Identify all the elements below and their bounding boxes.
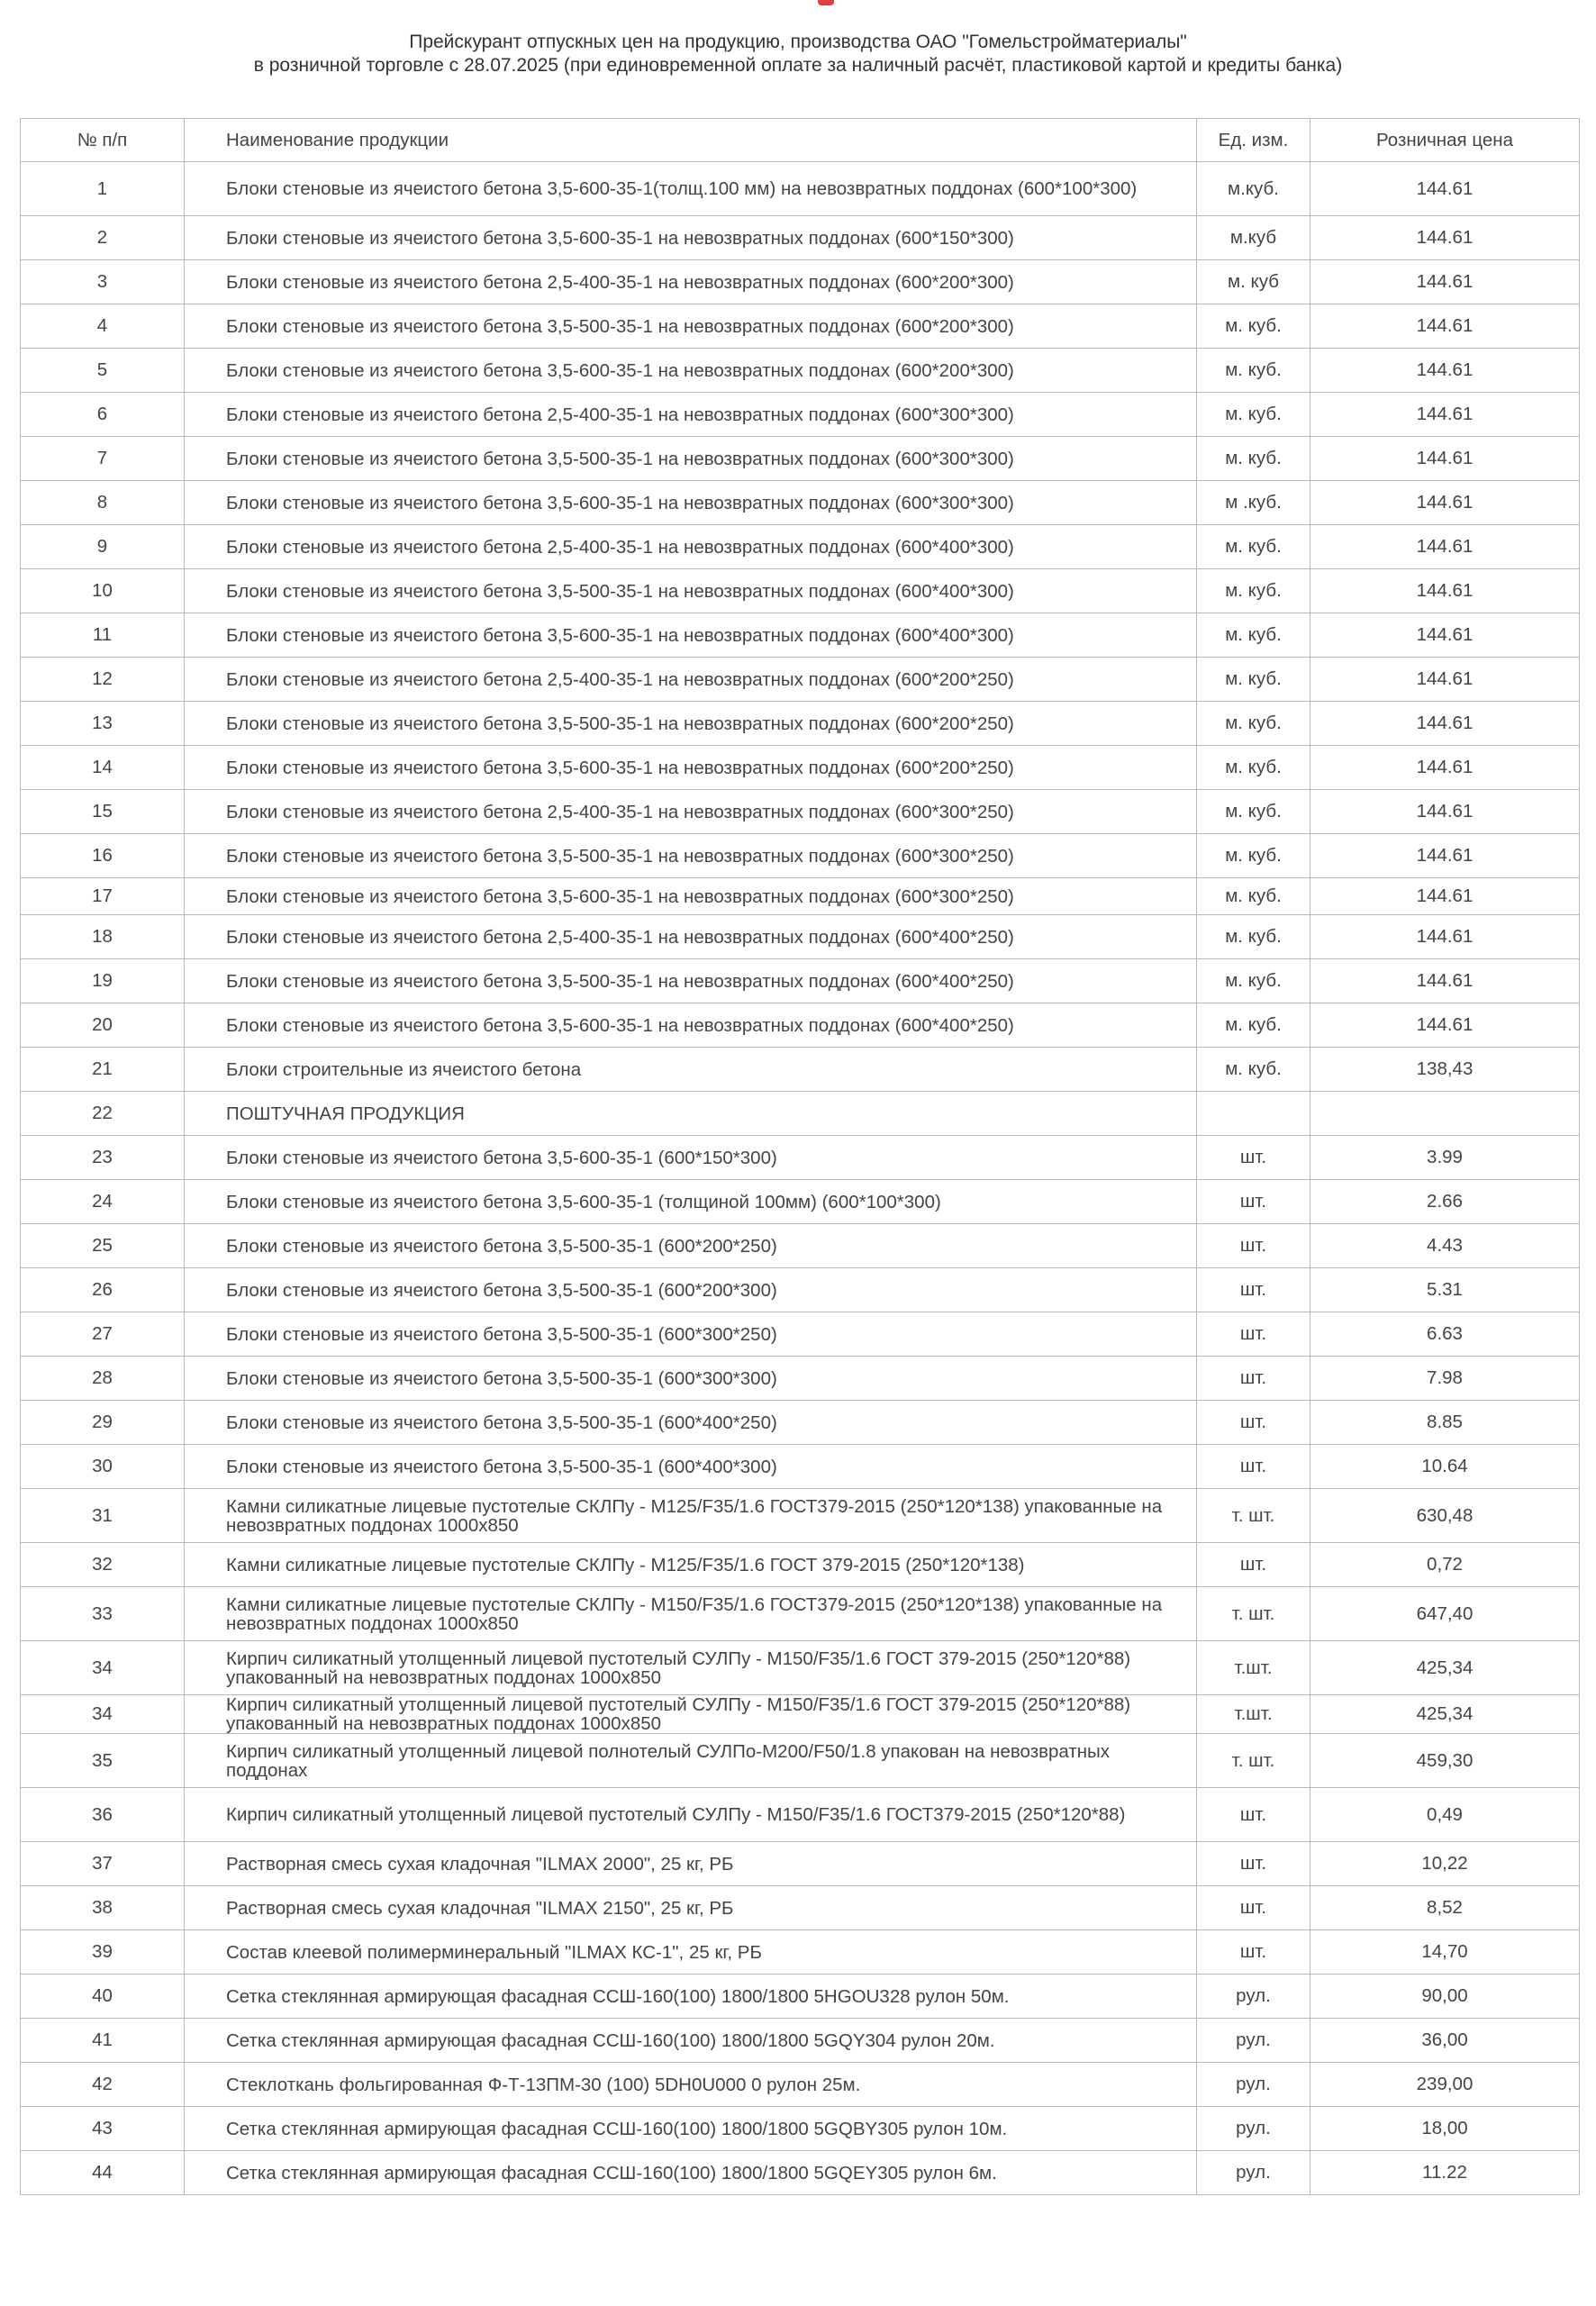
row-number-cell: 15 <box>21 790 185 834</box>
product-name-cell: Блоки стеновые из ячеистого бетона 2,5-400-35-1 на невозвратных поддонах (600*400*250) <box>185 915 1197 959</box>
product-name-cell: Блоки стеновые из ячеистого бетона 3,5-500-35-1 (600*200*250) <box>185 1224 1197 1268</box>
row-number-cell: 14 <box>21 746 185 790</box>
price-cell: 144.61 <box>1310 790 1580 834</box>
table-row <box>21 1401 1580 1445</box>
table-row <box>21 1788 1580 1842</box>
product-name-cell: Блоки стеновые из ячеистого бетона 2,5-400-35-1 на невозвратных поддонах (600*200*250) <box>185 658 1197 702</box>
table-row <box>21 216 1580 260</box>
table-row <box>21 2151 1580 2195</box>
row-number-cell: 18 <box>21 915 185 959</box>
row-number-cell: 31 <box>21 1489 185 1543</box>
unit-cell: м. куб <box>1197 260 1310 304</box>
row-number-cell: 44 <box>21 2151 185 2195</box>
product-name-cell: Сетка стеклянная армирующая фасадная ССШ-160(100) 1800/1800 5GQBY305 рулон 10м. <box>185 2107 1197 2151</box>
table-row <box>21 1357 1580 1401</box>
table-row <box>21 304 1580 349</box>
unit-cell: м. куб. <box>1197 790 1310 834</box>
unit-cell: м. куб. <box>1197 915 1310 959</box>
row-number-cell: 42 <box>21 2063 185 2107</box>
unit-cell: т. шт. <box>1197 1587 1310 1641</box>
unit-cell: шт. <box>1197 1543 1310 1587</box>
row-number-cell: 43 <box>21 2107 185 2151</box>
unit-cell: м. куб. <box>1197 1003 1310 1048</box>
table-row <box>21 1930 1580 1975</box>
product-name-cell: Сетка стеклянная армирующая фасадная ССШ-160(100) 1800/1800 5GQY304 рулон 20м. <box>185 2019 1197 2063</box>
product-name-cell: Блоки стеновые из ячеистого бетона 3,5-500-35-1 на невозвратных поддонах (600*400*300) <box>185 569 1197 613</box>
product-name-cell: Блоки стеновые из ячеистого бетона 3,5-500-35-1 (600*300*300) <box>185 1357 1197 1401</box>
row-number-cell: 29 <box>21 1401 185 1445</box>
row-number-cell: 19 <box>21 959 185 1003</box>
product-name-cell: Стеклоткань фольгированная Ф-Т-13ПМ-30 (100) 5DH0U000 0 рулон 25м. <box>185 2063 1197 2107</box>
row-number-cell: 36 <box>21 1788 185 1842</box>
product-name-cell: Блоки стеновые из ячеистого бетона 3,5-600-35-1 (600*150*300) <box>185 1136 1197 1180</box>
table-row <box>21 1445 1580 1489</box>
product-name-cell: Блоки стеновые из ячеистого бетона 2,5-400-35-1 на невозвратных поддонах (600*300*300) <box>185 393 1197 437</box>
table-row <box>21 702 1580 746</box>
row-number-cell: 34 <box>21 1641 185 1695</box>
row-number-cell: 38 <box>21 1886 185 1930</box>
unit-cell: шт. <box>1197 1401 1310 1445</box>
price-cell: 144.61 <box>1310 393 1580 437</box>
table-row <box>21 1003 1580 1048</box>
unit-cell: м. куб. <box>1197 393 1310 437</box>
unit-cell: шт. <box>1197 1180 1310 1224</box>
row-number-cell: 12 <box>21 658 185 702</box>
product-name-cell: Блоки стеновые из ячеистого бетона 3,5-500-35-1 на невозвратных поддонах (600*300*300) <box>185 437 1197 481</box>
table-row <box>21 162 1580 216</box>
product-name-cell: Блоки стеновые из ячеистого бетона 3,5-600-35-1 на невозвратных поддонах (600*300*250) <box>185 878 1197 915</box>
row-number-cell: 37 <box>21 1842 185 1886</box>
table-body <box>21 162 1580 2195</box>
price-cell: 0,49 <box>1310 1788 1580 1842</box>
column-header-name: Наименование продукции <box>185 119 1197 162</box>
unit-cell: м. куб. <box>1197 746 1310 790</box>
row-number-cell: 5 <box>21 349 185 393</box>
unit-cell: м.куб. <box>1197 162 1310 216</box>
table-row <box>21 959 1580 1003</box>
price-cell: 425,34 <box>1310 1695 1580 1734</box>
row-number-cell: 40 <box>21 1975 185 2019</box>
row-number-cell: 2 <box>21 216 185 260</box>
product-name-cell: Блоки стеновые из ячеистого бетона 3,5-600-35-1 на невозвратных поддонах (600*150*300) <box>185 216 1197 260</box>
price-cell: 144.61 <box>1310 746 1580 790</box>
price-cell: 11.22 <box>1310 2151 1580 2195</box>
product-name-cell: Блоки стеновые из ячеистого бетона 3,5-600-35-1 на невозвратных поддонах (600*200*250) <box>185 746 1197 790</box>
price-cell: 144.61 <box>1310 702 1580 746</box>
price-cell: 647,40 <box>1310 1587 1580 1641</box>
product-name-cell: Блоки строительные из ячеистого бетона <box>185 1048 1197 1092</box>
unit-cell <box>1197 1092 1310 1136</box>
title-line-1: Прейскурант отпускных цен на продукцию, производства ОАО "Гомельстройматериалы" <box>409 32 1187 52</box>
unit-cell: шт. <box>1197 1357 1310 1401</box>
unit-cell: м. куб. <box>1197 658 1310 702</box>
unit-cell: т. шт. <box>1197 1734 1310 1788</box>
row-number-cell: 21 <box>21 1048 185 1092</box>
price-cell: 10.64 <box>1310 1445 1580 1489</box>
product-name-cell: Растворная смесь сухая кладочная "ILMAX 2000", 25 кг, РБ <box>185 1842 1197 1886</box>
table-row <box>21 349 1580 393</box>
price-cell: 144.61 <box>1310 834 1580 878</box>
row-number-cell: 32 <box>21 1543 185 1587</box>
table-row <box>21 260 1580 304</box>
price-cell: 144.61 <box>1310 437 1580 481</box>
unit-cell: рул. <box>1197 2063 1310 2107</box>
product-name-cell: Растворная смесь сухая кладочная "ILMAX 2150", 25 кг, РБ <box>185 1886 1197 1930</box>
product-name-cell: Блоки стеновые из ячеистого бетона 3,5-600-35-1 на невозвратных поддонах (600*200*300) <box>185 349 1197 393</box>
table-row <box>21 834 1580 878</box>
table-row <box>21 481 1580 525</box>
product-name-cell: Кирпич силикатный утолщенный лицевой пустотелый СУЛПу - М150/F35/1.6 ГОСТ 379-2015 (250*120*88) упакованный на невозвратных поддонах 1000х850 <box>185 1695 1197 1734</box>
table-row <box>21 1180 1580 1224</box>
unit-cell: м. куб. <box>1197 349 1310 393</box>
row-number-cell: 10 <box>21 569 185 613</box>
table-row <box>21 658 1580 702</box>
product-name-cell: Блоки стеновые из ячеистого бетона 3,5-500-35-1 на невозвратных поддонах (600*300*250) <box>185 834 1197 878</box>
product-name-cell: Блоки стеновые из ячеистого бетона 2,5-400-35-1 на невозвратных поддонах (600*300*250) <box>185 790 1197 834</box>
price-cell: 144.61 <box>1310 569 1580 613</box>
price-cell: 7.98 <box>1310 1357 1580 1401</box>
table-row <box>21 2019 1580 2063</box>
unit-cell: шт. <box>1197 1445 1310 1489</box>
price-cell: 8.85 <box>1310 1401 1580 1445</box>
product-name-cell: Кирпич силикатный утолщенный лицевой пустотелый СУЛПу - М150/F35/1.6 ГОСТ379-2015 (250*120*88) <box>185 1788 1197 1842</box>
price-cell: 10,22 <box>1310 1842 1580 1886</box>
table-row <box>21 1543 1580 1587</box>
unit-cell: шт. <box>1197 1842 1310 1886</box>
table-row <box>21 1886 1580 1930</box>
table-row <box>21 1092 1580 1136</box>
table-row <box>21 790 1580 834</box>
product-name-cell: Блоки стеновые из ячеистого бетона 3,5-500-35-1 на невозвратных поддонах (600*200*300) <box>185 304 1197 349</box>
row-number-cell: 34 <box>21 1695 185 1734</box>
product-name-cell: Блоки стеновые из ячеистого бетона 3,5-500-35-1 на невозвратных поддонах (600*200*250) <box>185 702 1197 746</box>
table-row <box>21 1224 1580 1268</box>
product-name-cell: Блоки стеновые из ячеистого бетона 3,5-600-35-1 на невозвратных поддонах (600*300*300) <box>185 481 1197 525</box>
row-number-cell: 4 <box>21 304 185 349</box>
price-cell <box>1310 1092 1580 1136</box>
row-number-cell: 17 <box>21 878 185 915</box>
table-row <box>21 525 1580 569</box>
product-name-cell: Состав клеевой полимерминеральный "ILMAX КС-1", 25 кг, РБ <box>185 1930 1197 1975</box>
product-name-cell: Блоки стеновые из ячеистого бетона 3,5-500-35-1 (600*200*300) <box>185 1268 1197 1312</box>
table-row <box>21 1734 1580 1788</box>
row-number-cell: 13 <box>21 702 185 746</box>
product-name-cell: Камни силикатные лицевые пустотелые СКЛПу - М150/F35/1.6 ГОСТ379-2015 (250*120*138) упакованные на невозвратных поддонах 1000х850 <box>185 1587 1197 1641</box>
price-cell: 144.61 <box>1310 658 1580 702</box>
row-number-cell: 27 <box>21 1312 185 1357</box>
price-cell: 144.61 <box>1310 915 1580 959</box>
product-name-cell: Сетка стеклянная армирующая фасадная ССШ-160(100) 1800/1800 5HGOU328 рулон 50м. <box>185 1975 1197 2019</box>
product-name-cell: Блоки стеновые из ячеистого бетона 2,5-400-35-1 на невозвратных поддонах (600*400*300) <box>185 525 1197 569</box>
price-cell: 8,52 <box>1310 1886 1580 1930</box>
row-number-cell: 16 <box>21 834 185 878</box>
price-cell: 5.31 <box>1310 1268 1580 1312</box>
top-accent-mark <box>818 0 834 5</box>
row-number-cell: 26 <box>21 1268 185 1312</box>
price-cell: 144.61 <box>1310 304 1580 349</box>
row-number-cell: 28 <box>21 1357 185 1401</box>
price-cell: 144.61 <box>1310 525 1580 569</box>
unit-cell: рул. <box>1197 1975 1310 2019</box>
unit-cell: рул. <box>1197 2151 1310 2195</box>
product-name-cell: Блоки стеновые из ячеистого бетона 3,5-600-35-1 на невозвратных поддонах (600*400*250) <box>185 1003 1197 1048</box>
price-cell: 239,00 <box>1310 2063 1580 2107</box>
row-number-cell: 11 <box>21 613 185 658</box>
row-number-cell: 1 <box>21 162 185 216</box>
product-name-cell: Блоки стеновые из ячеистого бетона 3,5-500-35-1 на невозвратных поддонах (600*400*250) <box>185 959 1197 1003</box>
price-cell: 90,00 <box>1310 1975 1580 2019</box>
column-header-unit: Ед. изм. <box>1197 119 1310 162</box>
table-row <box>21 746 1580 790</box>
price-list-title <box>0 31 1596 77</box>
table-row <box>21 1268 1580 1312</box>
row-number-cell: 8 <box>21 481 185 525</box>
table-header-row <box>21 119 1580 162</box>
table-row <box>21 393 1580 437</box>
price-cell: 6.63 <box>1310 1312 1580 1357</box>
unit-cell: м.куб <box>1197 216 1310 260</box>
price-cell: 425,34 <box>1310 1641 1580 1695</box>
price-cell: 0,72 <box>1310 1543 1580 1587</box>
table-row <box>21 1136 1580 1180</box>
unit-cell: шт. <box>1197 1930 1310 1975</box>
price-cell: 144.61 <box>1310 260 1580 304</box>
unit-cell: рул. <box>1197 2019 1310 2063</box>
product-name-cell: Блоки стеновые из ячеистого бетона 3,5-600-35-1 на невозвратных поддонах (600*400*300) <box>185 613 1197 658</box>
unit-cell: шт. <box>1197 1136 1310 1180</box>
price-cell: 144.61 <box>1310 481 1580 525</box>
unit-cell: шт. <box>1197 1788 1310 1842</box>
column-header-number: № п/п <box>21 119 185 162</box>
column-header-price: Розничная цена <box>1310 119 1580 162</box>
row-number-cell: 3 <box>21 260 185 304</box>
product-name-cell: Блоки стеновые из ячеистого бетона 3,5-600-35-1(толщ.100 мм) на невозвратных поддонах (600*100*300) <box>185 162 1197 216</box>
price-table <box>20 118 1580 2195</box>
table-row <box>21 1842 1580 1886</box>
table-row <box>21 2063 1580 2107</box>
unit-cell: м. куб. <box>1197 569 1310 613</box>
unit-cell: шт. <box>1197 1268 1310 1312</box>
row-number-cell: 33 <box>21 1587 185 1641</box>
product-name-cell: Блоки стеновые из ячеистого бетона 3,5-500-35-1 (600*400*300) <box>185 1445 1197 1489</box>
unit-cell: шт. <box>1197 1224 1310 1268</box>
price-cell: 144.61 <box>1310 959 1580 1003</box>
product-name-cell: Кирпич силикатный утолщенный лицевой пустотелый СУЛПу - М150/F35/1.6 ГОСТ 379-2015 (250*120*88) упакованный на невозвратных поддонах 1000х850 <box>185 1641 1197 1695</box>
unit-cell: м. куб. <box>1197 304 1310 349</box>
price-cell: 144.61 <box>1310 878 1580 915</box>
unit-cell: шт. <box>1197 1312 1310 1357</box>
product-name-cell: ПОШТУЧНАЯ ПРОДУКЦИЯ <box>185 1092 1197 1136</box>
row-number-cell: 39 <box>21 1930 185 1975</box>
table-row <box>21 613 1580 658</box>
table-row <box>21 437 1580 481</box>
price-cell: 14,70 <box>1310 1930 1580 1975</box>
table-row <box>21 1695 1580 1734</box>
unit-cell: м. куб. <box>1197 959 1310 1003</box>
unit-cell: м. куб. <box>1197 437 1310 481</box>
table-row <box>21 915 1580 959</box>
price-cell: 2.66 <box>1310 1180 1580 1224</box>
row-number-cell: 6 <box>21 393 185 437</box>
row-number-cell: 41 <box>21 2019 185 2063</box>
price-cell: 138,43 <box>1310 1048 1580 1092</box>
unit-cell: шт. <box>1197 1886 1310 1930</box>
row-number-cell: 7 <box>21 437 185 481</box>
unit-cell: м. куб. <box>1197 878 1310 915</box>
table-row <box>21 1587 1580 1641</box>
price-cell: 18,00 <box>1310 2107 1580 2151</box>
unit-cell: м .куб. <box>1197 481 1310 525</box>
product-name-cell: Камни силикатные лицевые пустотелые СКЛПу - М125/F35/1.6 ГОСТ379-2015 (250*120*138) упакованные на невозвратных поддонах 1000х850 <box>185 1489 1197 1543</box>
unit-cell: м. куб. <box>1197 702 1310 746</box>
unit-cell: м. куб. <box>1197 525 1310 569</box>
price-cell: 4.43 <box>1310 1224 1580 1268</box>
price-cell: 459,30 <box>1310 1734 1580 1788</box>
title-line-2: в розничной торговле с 28.07.2025 (при единовременной оплате за наличный расчёт, пластиковой картой и кредиты банка) <box>253 55 1343 76</box>
unit-cell: м. куб. <box>1197 613 1310 658</box>
row-number-cell: 20 <box>21 1003 185 1048</box>
product-name-cell: Кирпич силикатный утолщенный лицевой полнотелый СУЛПо-М200/F50/1.8 упакован на невозвратных поддонах <box>185 1734 1197 1788</box>
product-name-cell: Блоки стеновые из ячеистого бетона 3,5-600-35-1 (толщиной 100мм) (600*100*300) <box>185 1180 1197 1224</box>
table-row <box>21 2107 1580 2151</box>
table-row <box>21 1641 1580 1695</box>
table-row <box>21 1048 1580 1092</box>
product-name-cell: Блоки стеновые из ячеистого бетона 2,5-400-35-1 на невозвратных поддонах (600*200*300) <box>185 260 1197 304</box>
product-name-cell: Блоки стеновые из ячеистого бетона 3,5-500-35-1 (600*300*250) <box>185 1312 1197 1357</box>
row-number-cell: 25 <box>21 1224 185 1268</box>
price-cell: 144.61 <box>1310 1003 1580 1048</box>
row-number-cell: 23 <box>21 1136 185 1180</box>
unit-cell: т. шт. <box>1197 1489 1310 1543</box>
unit-cell: м. куб. <box>1197 1048 1310 1092</box>
unit-cell: м. куб. <box>1197 834 1310 878</box>
row-number-cell: 9 <box>21 525 185 569</box>
price-cell: 144.61 <box>1310 216 1580 260</box>
price-cell: 630,48 <box>1310 1489 1580 1543</box>
row-number-cell: 22 <box>21 1092 185 1136</box>
table-row <box>21 1975 1580 2019</box>
table-row <box>21 878 1580 915</box>
row-number-cell: 35 <box>21 1734 185 1788</box>
table-row <box>21 1312 1580 1357</box>
unit-cell: т.шт. <box>1197 1695 1310 1734</box>
product-name-cell: Камни силикатные лицевые пустотелые СКЛПу - М125/F35/1.6 ГОСТ 379-2015 (250*120*138) <box>185 1543 1197 1587</box>
price-cell: 3.99 <box>1310 1136 1580 1180</box>
product-name-cell: Сетка стеклянная армирующая фасадная ССШ-160(100) 1800/1800 5GQEY305 рулон 6м. <box>185 2151 1197 2195</box>
row-number-cell: 30 <box>21 1445 185 1489</box>
product-name-cell: Блоки стеновые из ячеистого бетона 3,5-500-35-1 (600*400*250) <box>185 1401 1197 1445</box>
price-cell: 144.61 <box>1310 349 1580 393</box>
price-cell: 144.61 <box>1310 613 1580 658</box>
table-row <box>21 569 1580 613</box>
row-number-cell: 24 <box>21 1180 185 1224</box>
unit-cell: рул. <box>1197 2107 1310 2151</box>
unit-cell: т.шт. <box>1197 1641 1310 1695</box>
price-cell: 36,00 <box>1310 2019 1580 2063</box>
price-cell: 144.61 <box>1310 162 1580 216</box>
table-row <box>21 1489 1580 1543</box>
